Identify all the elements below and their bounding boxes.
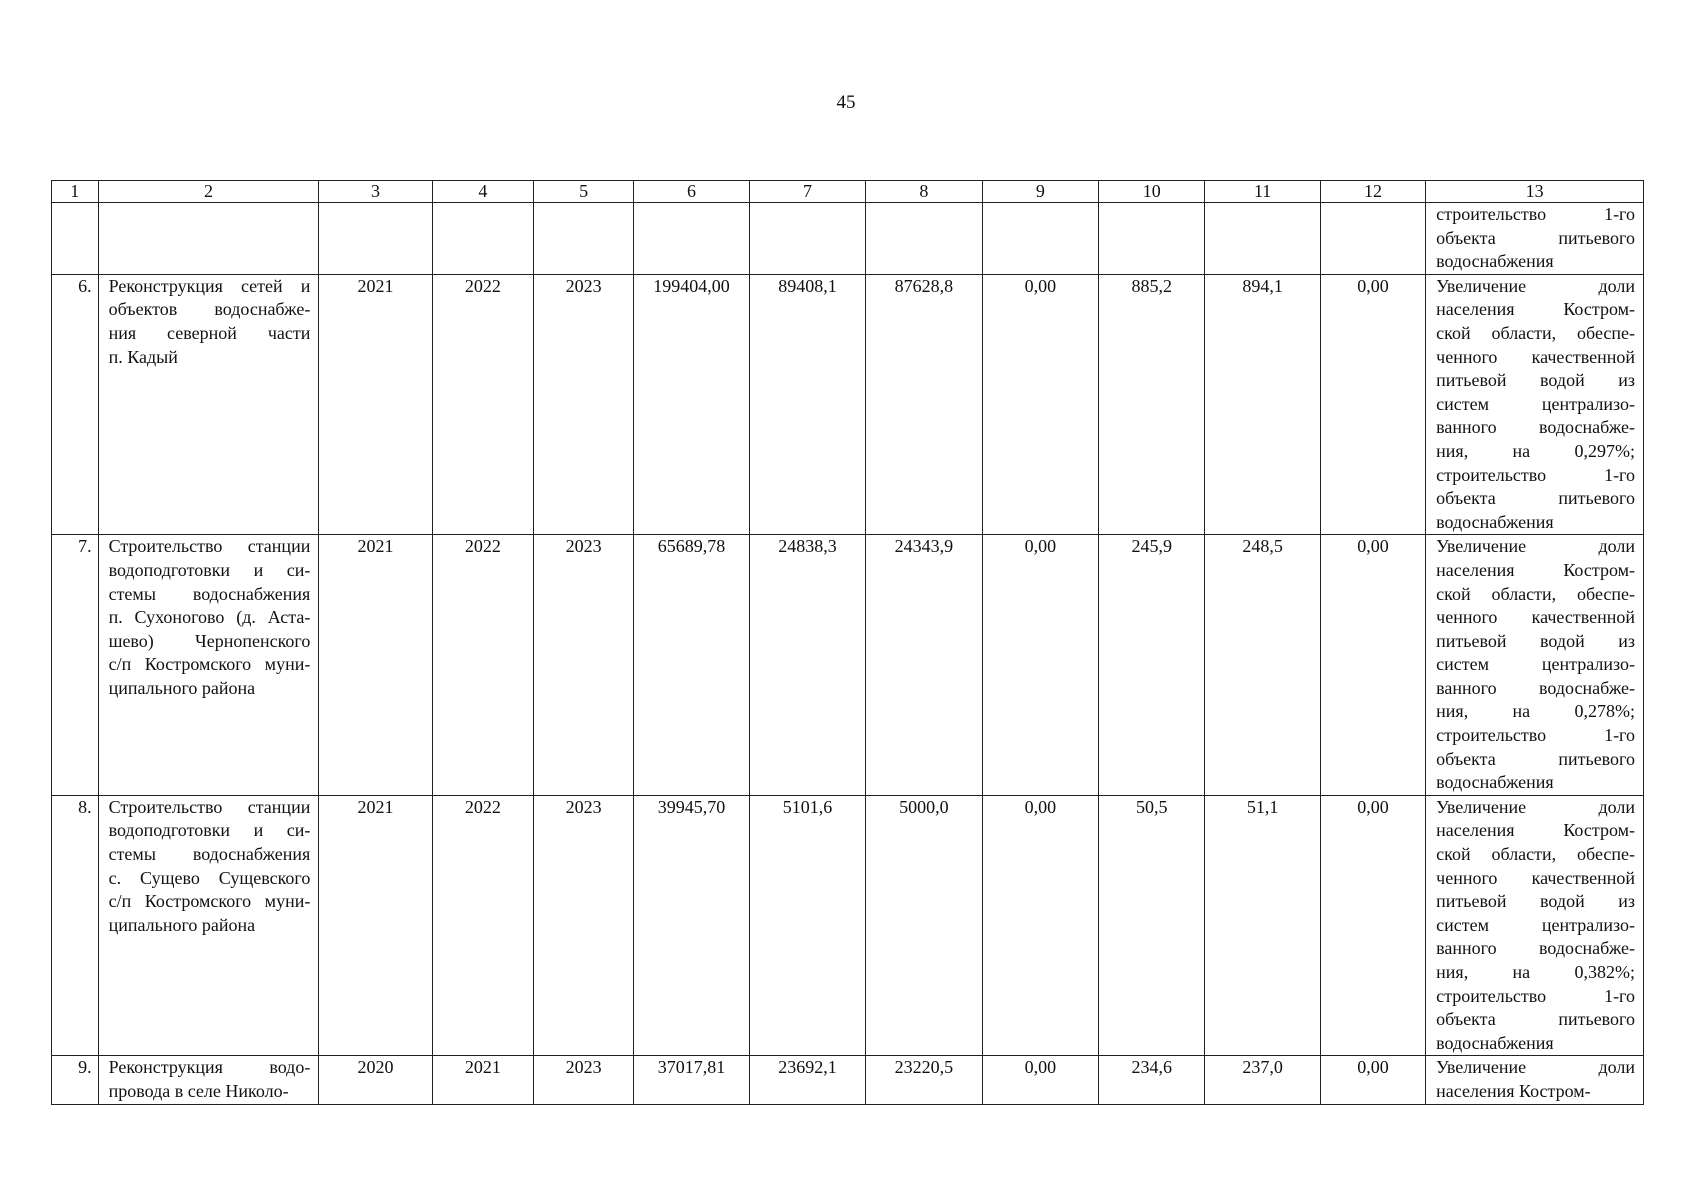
header-row (52, 181, 1644, 203)
result-line: ченного качественной (1436, 607, 1635, 628)
object-name-cell (98, 274, 319, 535)
result-line: систем централизо- (1436, 654, 1635, 675)
data-table (51, 180, 1644, 1105)
result-cell (1426, 795, 1644, 1056)
result-line: систем централизо- (1436, 393, 1635, 414)
value-cell-c4: 2022 (432, 274, 533, 535)
value-cell-c12: 0,00 (1320, 795, 1425, 1056)
object-name-line: Строительство станции (108, 536, 311, 557)
result-line: водоснабжения (1436, 511, 1554, 532)
value-cell-c8: 23220,5 (866, 1056, 982, 1104)
object-name-line: Строительство станции (108, 796, 311, 817)
result-line: ченного качественной (1436, 867, 1635, 888)
header-cell: 11 (1205, 181, 1320, 203)
result-line: водоснабжения (1436, 1032, 1554, 1053)
value-cell-c6: 199404,00 (634, 274, 749, 535)
value-cell-c8: 24343,9 (866, 535, 982, 796)
result-line: ния, на 0,382%; (1436, 962, 1635, 982)
result-line: ской области, обеспе- (1436, 583, 1635, 604)
result-line: строительство 1-го (1436, 464, 1635, 485)
value-cell-c7: 5101,6 (749, 795, 865, 1056)
result-line: объекта питьевого (1436, 748, 1635, 769)
result-line: ской области, обеспе- (1436, 844, 1635, 865)
value-cell-c5: 2023 (534, 795, 634, 1056)
result-line: водоснабжения (1436, 251, 1554, 272)
result-line: объекта питьевого (1436, 488, 1635, 509)
header-cell: 1 (52, 181, 99, 203)
result-cell (1426, 274, 1644, 535)
header-cell: 8 (866, 181, 982, 203)
value-cell-c9: 0,00 (982, 795, 1098, 1056)
object-name-cell (98, 1056, 319, 1104)
row-index: 9. (52, 1056, 99, 1104)
object-name-line: ципального района (108, 914, 256, 935)
table-row (52, 535, 1644, 796)
value-cell-c6: 39945,70 (634, 795, 749, 1056)
value-cell-c3: 2021 (319, 795, 432, 1056)
result-line: питьевой водой из (1436, 630, 1635, 651)
result-line: ния, на 0,278%; (1436, 701, 1635, 722)
object-name-line: стемы водоснабжения (108, 844, 311, 865)
header-cell: 5 (534, 181, 634, 203)
value-cell-c9: 0,00 (982, 1056, 1098, 1104)
value-cell-c12: 0,00 (1320, 535, 1425, 796)
value-cell-c3: 2020 (319, 1056, 432, 1104)
table-row (52, 795, 1644, 1056)
result-cell (1426, 203, 1644, 275)
result-line: ченного качественной (1436, 346, 1635, 367)
object-name-line: ния северной части (108, 322, 311, 343)
value-cell-c9: 0,00 (982, 274, 1098, 535)
object-name-line: с/п Костромского муни- (108, 891, 311, 912)
result-line: объекта питьевого (1436, 227, 1635, 248)
value-cell-c11: 237,0 (1205, 1056, 1320, 1104)
header-cell: 12 (1320, 181, 1425, 203)
object-name-line: водоподготовки и си- (108, 559, 311, 580)
result-line: населения Костром- (1436, 1080, 1591, 1101)
result-line: питьевой водой из (1436, 891, 1635, 912)
header-cell: 9 (982, 181, 1098, 203)
value-cell-c12: 0,00 (1320, 274, 1425, 535)
object-name-line: водоподготовки и си- (108, 820, 311, 841)
row-index: 6. (52, 274, 99, 535)
value-cell-c10: 50,5 (1099, 795, 1205, 1056)
object-name-line: Реконструкция водо- (108, 1057, 311, 1078)
value-cell-c11: 894,1 (1205, 274, 1320, 535)
result-line: населения Костром- (1436, 559, 1635, 580)
result-line: ванного водоснабже- (1436, 677, 1635, 698)
value-cell-c11: 248,5 (1205, 535, 1320, 796)
result-line: Увеличение доли (1436, 536, 1635, 557)
result-cell (1426, 1056, 1644, 1104)
result-line: строительство 1-го (1436, 985, 1635, 1006)
row-index: 8. (52, 795, 99, 1056)
object-name-cell (98, 535, 319, 796)
value-cell-c9: 0,00 (982, 535, 1098, 796)
value-cell-c12: 0,00 (1320, 1056, 1425, 1104)
value-cell-c7: 24838,3 (749, 535, 865, 796)
value-cell-c5: 2023 (534, 1056, 634, 1104)
result-line: ской области, обеспе- (1436, 322, 1635, 343)
value-cell-c10: 234,6 (1099, 1056, 1205, 1104)
value-cell-c11: 51,1 (1205, 795, 1320, 1056)
result-line: питьевой водой из (1436, 370, 1635, 391)
value-cell-c5: 2023 (534, 274, 634, 535)
value-cell-c4: 2022 (432, 795, 533, 1056)
value-cell-c3: 2021 (319, 535, 432, 796)
object-name-line: объектов водоснабже- (108, 299, 311, 320)
object-name-cell (98, 795, 319, 1056)
value-cell-c5: 2023 (534, 535, 634, 796)
result-line: ванного водоснабже- (1436, 938, 1635, 959)
header-cell: 10 (1099, 181, 1205, 203)
table-row (52, 1056, 1644, 1104)
header-cell: 2 (98, 181, 319, 203)
result-line: населения Костром- (1436, 820, 1635, 841)
result-line: ванного водоснабже- (1436, 417, 1635, 438)
header-cell: 13 (1426, 181, 1644, 203)
continued-row (52, 203, 1644, 275)
result-line: строительство 1-го (1436, 204, 1635, 224)
result-cell (1426, 535, 1644, 796)
object-name-line: провода в селе Николо- (108, 1080, 289, 1101)
header-cell: 3 (319, 181, 432, 203)
value-cell-c8: 5000,0 (866, 795, 982, 1056)
header-cell: 6 (634, 181, 749, 203)
value-cell-c7: 23692,1 (749, 1056, 865, 1104)
result-line: систем централизо- (1436, 914, 1635, 935)
result-line: Увеличение доли (1436, 796, 1635, 817)
value-cell-c10: 885,2 (1099, 274, 1205, 535)
result-line: ния, на 0,297%; (1436, 440, 1635, 461)
value-cell-c3: 2021 (319, 274, 432, 535)
result-line: объекта питьевого (1436, 1009, 1635, 1030)
value-cell-c4: 2021 (432, 1056, 533, 1104)
result-line: водоснабжения (1436, 772, 1554, 793)
result-line: Увеличение доли (1436, 1057, 1635, 1078)
object-name-line: шево) Чернопенского (108, 630, 311, 651)
object-name-line: ципального района (108, 677, 256, 698)
page-number: 45 (836, 92, 856, 113)
table-row (52, 274, 1644, 535)
value-cell-c6: 65689,78 (634, 535, 749, 796)
header-cell: 7 (749, 181, 865, 203)
result-line: строительство 1-го (1436, 725, 1635, 746)
result-line: населения Костром- (1436, 299, 1635, 320)
object-name-line: с/п Костромского муни- (108, 654, 311, 675)
value-cell-c10: 245,9 (1099, 535, 1205, 796)
object-name-line: стемы водоснабжения (108, 583, 311, 604)
value-cell-c8: 87628,8 (866, 274, 982, 535)
value-cell-c4: 2022 (432, 535, 533, 796)
object-name-line: с. Сущево Сущевского (108, 867, 311, 888)
row-index: 7. (52, 535, 99, 796)
value-cell-c6: 37017,81 (634, 1056, 749, 1104)
object-name-line: Реконструкция сетей и (108, 275, 311, 296)
header-cell: 4 (432, 181, 533, 203)
value-cell-c7: 89408,1 (749, 274, 865, 535)
result-line: Увеличение доли (1436, 275, 1635, 296)
object-name-line: п. Кадый (108, 346, 178, 367)
object-name-line: п. Сухоногово (д. Аста- (108, 607, 311, 628)
